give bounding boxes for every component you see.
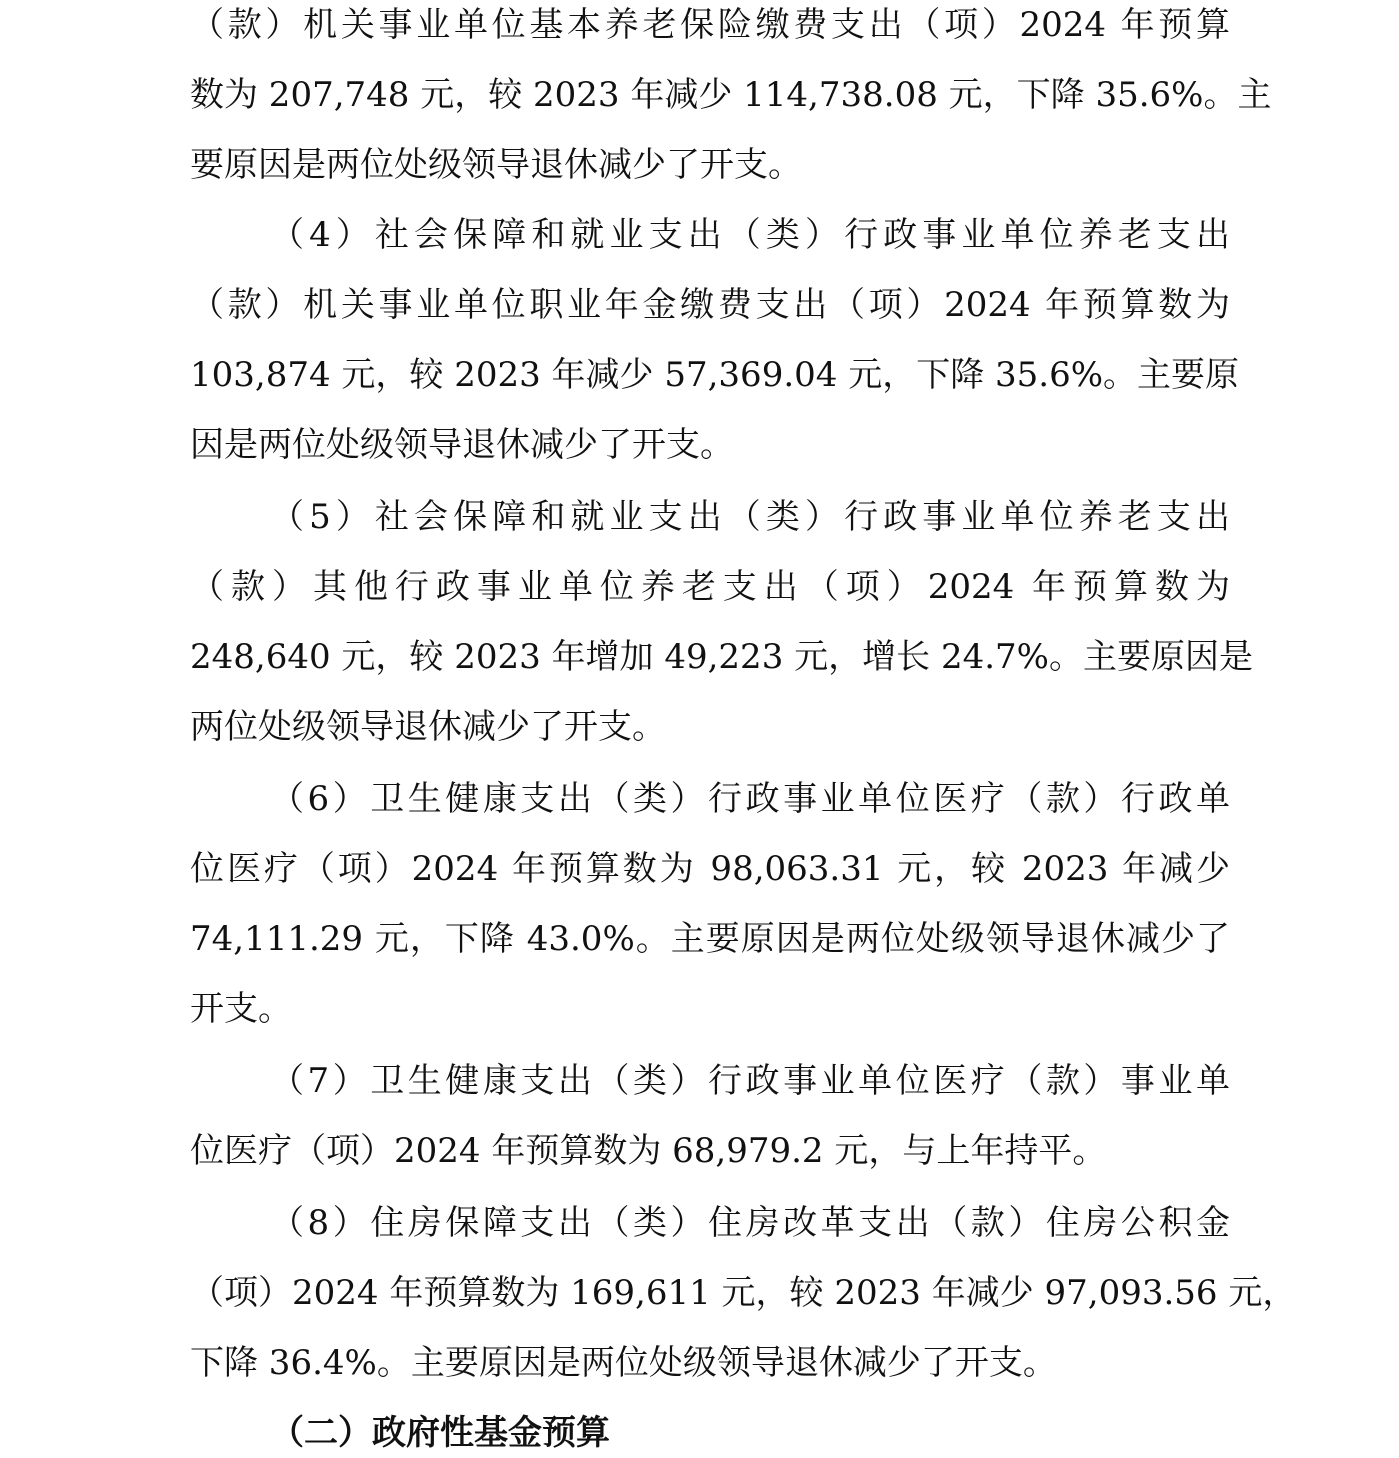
text-line: 下降 36.4%。主要原因是两位处级领导退休减少了开支。	[190, 1343, 1057, 1383]
paragraph-start-line: （8）住房保障支出（类）住房改革支出（款）住房公积金	[270, 1203, 1230, 1243]
paragraph-start-line: （6）卫生健康支出（类）行政事业单位医疗（款）行政单	[270, 779, 1230, 819]
text-line: （款）机关事业单位基本养老保险缴费支出（项）2024 年预算	[190, 5, 1230, 45]
text-line: （项）2024 年预算数为 169,611 元，较 2023 年减少 97,093.56 元，	[190, 1273, 1297, 1313]
paragraph-start-line: （5）社会保障和就业支出（类）行政事业单位养老支出	[270, 497, 1230, 537]
text-line: 位医疗（项）2024 年预算数为 98,063.31 元，较 2023 年减少	[190, 849, 1230, 889]
paragraph-start-line: （7）卫生健康支出（类）行政事业单位医疗（款）事业单	[270, 1061, 1230, 1101]
text-line: 74,111.29 元，下降 43.0%。主要原因是两位处级领导退休减少了	[190, 919, 1230, 959]
section-heading: （二）政府性基金预算	[270, 1413, 610, 1453]
paragraph-start-line: （4）社会保障和就业支出（类）行政事业单位养老支出	[270, 215, 1230, 255]
text-line: 开支。	[190, 989, 292, 1029]
text-line: （款）机关事业单位职业年金缴费支出（项）2024 年预算数为	[190, 285, 1230, 325]
text-line: 位医疗（项）2024 年预算数为 68,979.2 元，与上年持平。	[190, 1131, 1107, 1171]
text-line: 103,874 元，较 2023 年减少 57,369.04 元，下降 35.6%。主要原	[190, 355, 1240, 395]
text-line: 数为 207,748 元，较 2023 年减少 114,738.08 元，下降 35.6%。主	[190, 75, 1272, 115]
text-line: 因是两位处级领导退休减少了开支。	[190, 425, 734, 465]
text-line: 两位处级领导退休减少了开支。	[190, 707, 666, 747]
text-line: 248,640 元，较 2023 年增加 49,223 元，增长 24.7%。主要原因是	[190, 637, 1253, 677]
text-line: （款）其他行政事业单位养老支出（项）2024 年预算数为	[190, 567, 1230, 607]
text-line: 要原因是两位处级领导退休减少了开支。	[190, 145, 802, 185]
